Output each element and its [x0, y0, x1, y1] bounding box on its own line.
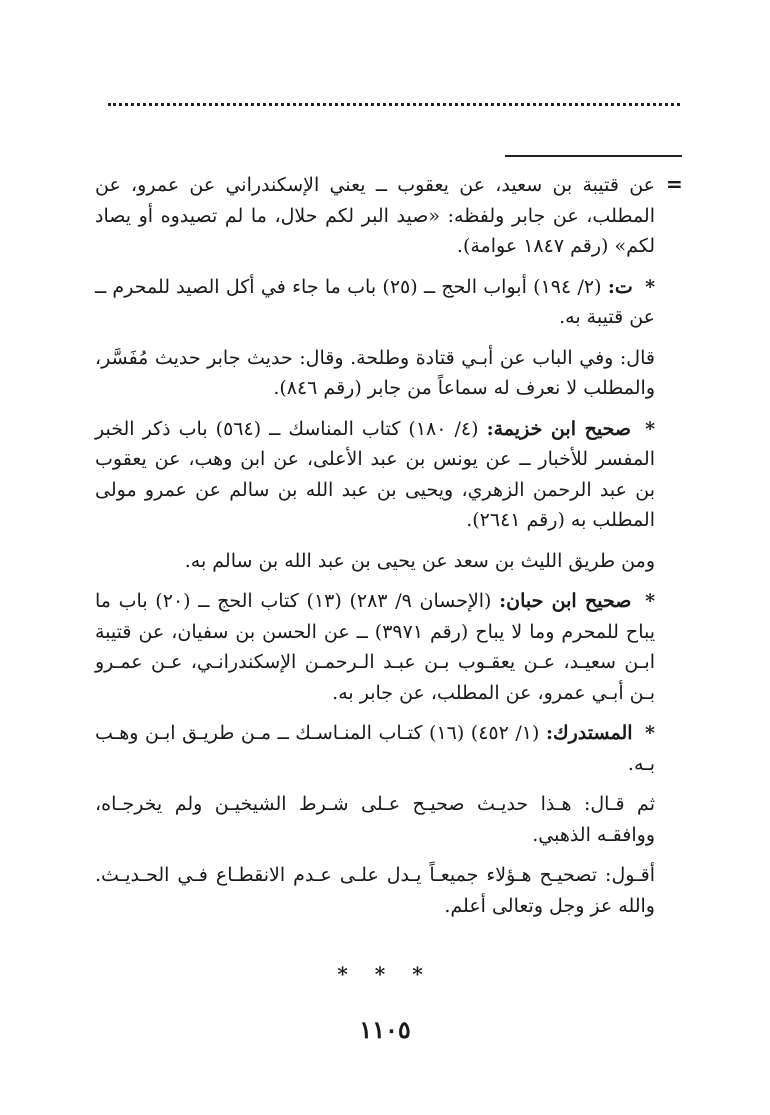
- footnote-paragraph-2: [95, 272, 655, 333]
- footnote-paragraph-3: [95, 343, 655, 404]
- paragraph-text: عن قتيبة بن سعيد، عن يعقوب ــ يعني الإسكندراني عن عمرو، عن المطلب، عن جابر ولفظه: «صيد البر لكم حلال، ما لم تصيدوه أو يصاد لكم» (رقم ١٨٤٧ عوامة).: [95, 174, 655, 257]
- dotted-divider: [108, 103, 680, 106]
- section-separator: * * *: [337, 962, 433, 986]
- paragraph-text: (٤/ ١٨٠) كتاب المناسك ــ (٥٦٤) باب ذكر الخبر المفسر للأخبار ــ عن يونس بن عبد الأعلى، عن ابن وهب، عن يعقوب بن عبد الرحمن الزهري، ويحيى بن عبد الله بن سالم عن عمرو مولى المطلب به (رقم ٢٦٤١).: [95, 417, 655, 531]
- paragraph-text: (الإحسان ٩/ ٢٨٣) (١٣) كتاب الحج ــ (٢٠) باب ما يباح للمحرم وما لا يباح (رقم ٣٩٧١) ــ عن الحسن بن سفيان، عن قتيبة ابـن سعيـد، عـن يعقـوب بـن عبـد الـرحمـن الإسكندرانـي، عـن عمـرو بـن أبـي عمرو، عن المطلب، عن جابر به.: [95, 590, 655, 704]
- paragraph-text: أقـول: تصحيـح هـؤلاء جميعـاً يـدل علـى عـدم الانقطـاع فـي الحـديـث. والله عز وجل وتعالى أعلم.: [95, 864, 655, 917]
- footnote-paragraph-5: [95, 546, 655, 577]
- footnote-paragraph-6: [95, 586, 655, 708]
- star-marker: *: [645, 417, 655, 440]
- page-number: ١١٠٥: [359, 1015, 411, 1044]
- footnote-paragraph-7: [95, 718, 655, 779]
- paragraph-text: (١/ ٤٥٢) (١٦) كتـاب المنـاسـك ــ مـن طريـق ابـن وهـب بـه.: [95, 722, 655, 775]
- footnote-paragraph-9: [95, 860, 655, 921]
- source-name: المستدرك:: [545, 722, 633, 744]
- source-name: ت:: [607, 275, 633, 298]
- star-marker: *: [645, 275, 656, 298]
- footnote-rule: [505, 155, 682, 157]
- footnote-paragraph-4: [95, 414, 655, 536]
- source-name: صحيح ابن حبان:: [499, 590, 632, 612]
- paragraph-text: ثم قـال: هـذا حديـث صحيـح عـلى شـرط الشيخيـن ولم يخرجـاه، ووافقـه الذهبي.: [95, 793, 655, 846]
- continuation-mark: =: [666, 172, 683, 196]
- footnote-paragraph-8: [95, 789, 655, 850]
- footnote-paragraph-1: [95, 170, 655, 262]
- footnotes-block: [95, 170, 655, 931]
- paragraph-text: قال: وفي الباب عن أبـي قتادة وطلحة. وقال: حديث جابر حديث مُفَسَّر، والمطلب لا نعرف له سماعاً من جابر (رقم ٨٤٦).: [95, 346, 655, 399]
- paragraph-text: ومن طريق الليث بن سعد عن يحيى بن عبد الله بن سالم به.: [184, 549, 655, 572]
- paragraph-text: (٢/ ١٩٤) أبواب الحج ــ (٢٥) باب ما جاء في أكل الصيد للمحرم ــ عن قتيبة به.: [95, 275, 655, 328]
- source-name: صحيح ابن خزيمة:: [486, 417, 631, 440]
- star-marker: *: [645, 590, 656, 612]
- star-marker: *: [645, 722, 655, 744]
